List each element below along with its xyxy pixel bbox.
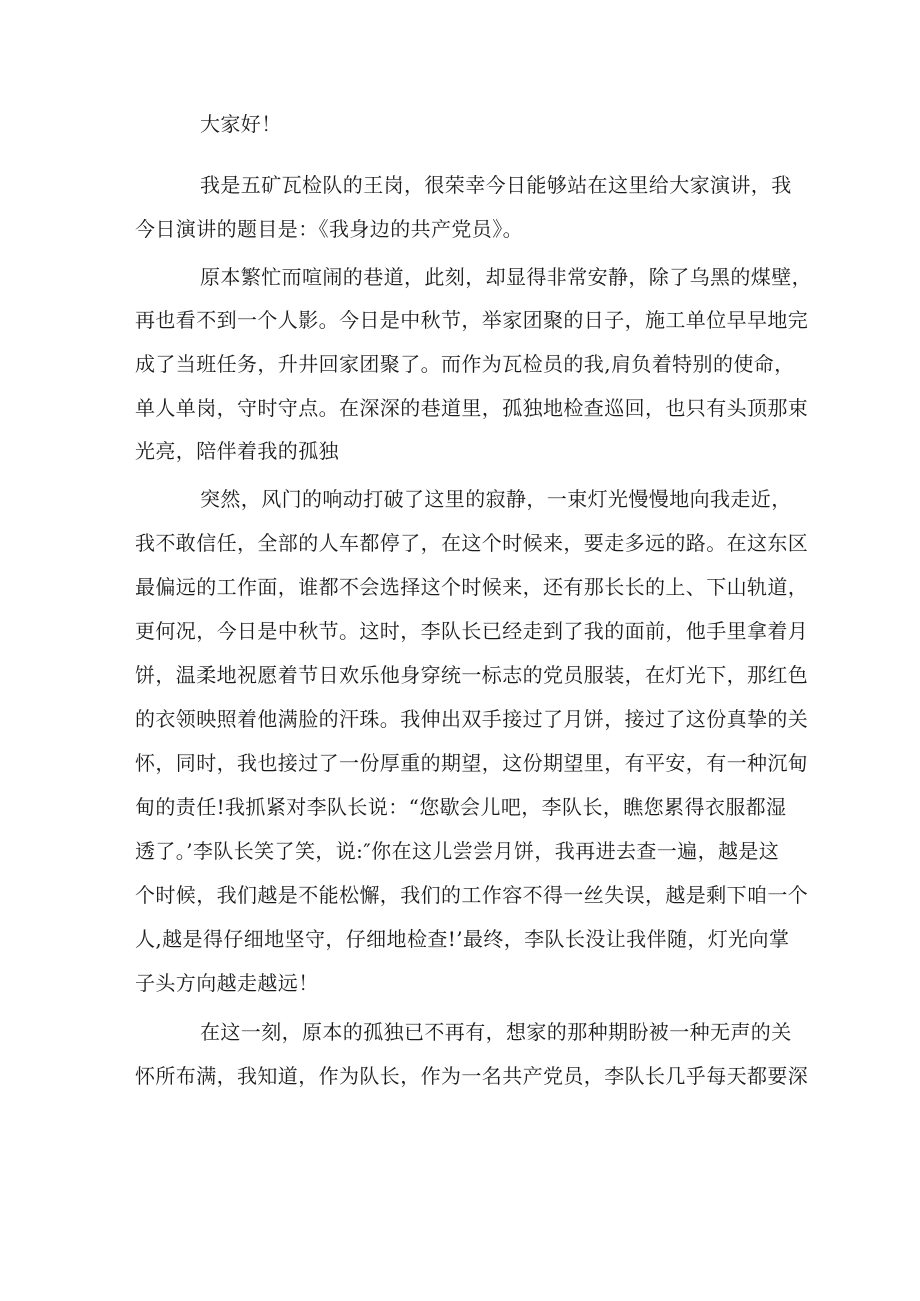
text-line: 人,越是得仔细地坚守，仔细地检查!’最终，李队长没让我伴随，灯光向掌 [135, 927, 790, 951]
text-line: 单人单岗，守时守点。在深深的巷道里，孤独地检查巡回，也只有头顶那束 [135, 396, 809, 420]
text-line: 光亮，陪伴着我的孤独 [135, 439, 339, 463]
text-line: 个时候，我们越是不能松懈，我们的工作容不得一丝失误，越是剩下咱一个 [135, 883, 809, 907]
text-line: 我是五矿瓦检队的王岗，很荣幸今日能够站在这里给大家演讲，我 [200, 173, 792, 197]
text-line: 再也看不到一个人影。今日是中秋节，举家团聚的日子，施工单位早早地完 [135, 308, 809, 332]
text-line: 更何况，今日是中秋节。这时，李队长已经走到了我的面前，他手里拿着月 [135, 619, 809, 643]
text-line: 怀，同时，我也接过了一份厚重的期望，这份期望里，有平安，有一种沉甸 [135, 751, 809, 775]
text-line: 成了当班任务，升井回家团聚了。而作为瓦检员的我,肩负着特别的使命， [135, 352, 795, 376]
text-line: 透了。’李队长笑了笑，说:″你在这儿尝尝月饼，我再进去查一遍，越是这 [135, 839, 780, 863]
text-line: 今日演讲的题目是：《我身边的共产党员》。 [135, 217, 523, 241]
text-line: 我不敢信任，全部的人车都停了，在这个时候来，要走多远的路。在这东区 [135, 531, 809, 555]
text-line: 怀所布满，我知道，作为队长，作为一名共产党员，李队长几乎每天都要深 [135, 1064, 809, 1088]
text-line: 的衣领映照着他满脸的汗珠。我伸出双手接过了月饼，接过了这份真挚的关 [135, 707, 809, 731]
text-line: 甸的责任!我抓紧对李队长说：“您歇会儿吧，李队长，瞧您累得衣服都湿 [135, 795, 787, 819]
text-line: 大家好！ [200, 112, 282, 136]
text-line: 子头方向越走越远！ [135, 971, 319, 995]
text-line: 在这一刻，原本的孤独已不再有，想家的那种期盼被一种无声的关 [200, 1020, 792, 1044]
text-line: 原本繁忙而喧闹的巷道，此刻，却显得非常安静，除了乌黑的煤壁， [200, 265, 812, 289]
text-line: 最偏远的工作面，谁都不会选择这个时候来，还有那长长的上、下山轨道， [135, 575, 809, 599]
text-line: 饼，温柔地祝愿着节日欢乐他身穿统一标志的党员服装，在灯光下，那红色 [135, 663, 809, 687]
text-line: 突然，风门的响动打破了这里的寂静，一束灯光慢慢地向我走近， [200, 487, 792, 511]
